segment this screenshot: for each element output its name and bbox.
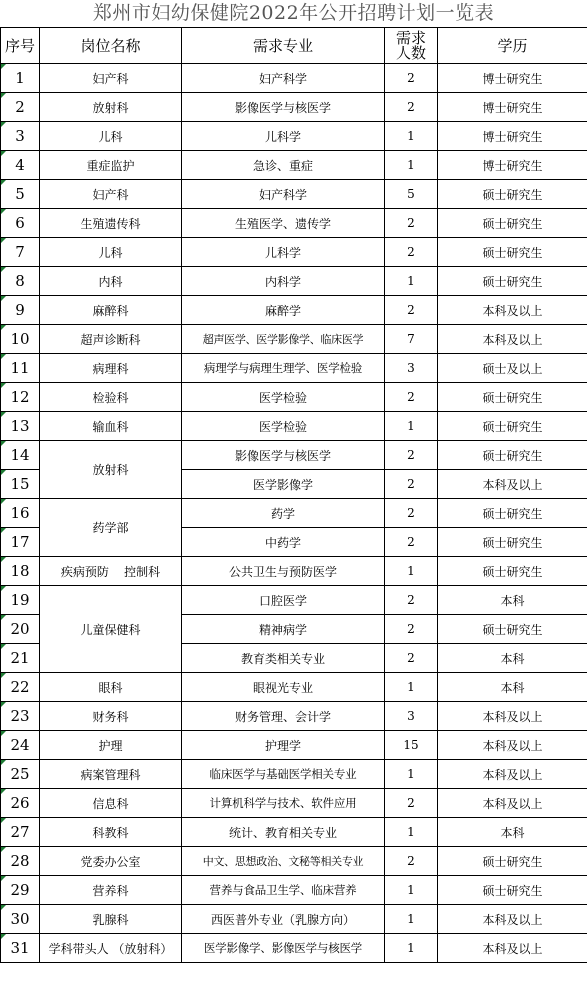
headcount: 1 [385, 760, 438, 789]
table-row [1, 267, 587, 296]
headcount: 2 [385, 847, 438, 876]
education: 硕士研究生 [438, 267, 587, 296]
required-major: 财务管理、会计学 [182, 702, 385, 731]
post-name: 乳腺科 [40, 905, 182, 934]
header-major: 需求专业 [182, 28, 385, 64]
education: 本科 [438, 673, 587, 702]
post-name: 放射科 [40, 93, 182, 122]
header-edu: 学历 [438, 28, 587, 64]
post-name: 药学部 [40, 499, 182, 557]
row-number: 26 [1, 789, 40, 818]
headcount: 2 [385, 586, 438, 615]
required-major: 麻醉学 [182, 296, 385, 325]
page-title: 郑州市妇幼保健院2022年公开招聘计划一览表 [92, 2, 495, 24]
education: 本科 [438, 644, 587, 673]
required-major: 病理学与病理生理学、医学检验 [182, 354, 385, 383]
row-number: 16 [1, 499, 40, 528]
education: 硕士及以上 [438, 354, 587, 383]
headcount: 1 [385, 905, 438, 934]
headcount: 2 [385, 789, 438, 818]
education: 本科及以上 [438, 470, 587, 499]
post-name: 重症监护 [40, 151, 182, 180]
education: 博士研究生 [438, 122, 587, 151]
row-number: 9 [1, 296, 40, 325]
post-name: 超声诊断科 [40, 325, 182, 354]
required-major: 超声医学、医学影像学、临床医学 [182, 325, 385, 354]
post-name: 妇产科 [40, 180, 182, 209]
table-row [1, 180, 587, 209]
row-number: 12 [1, 383, 40, 412]
row-number: 22 [1, 673, 40, 702]
row-number: 6 [1, 209, 40, 238]
table-row [1, 209, 587, 238]
row-number: 4 [1, 151, 40, 180]
education: 本科 [438, 586, 587, 615]
post-name: 生殖遗传科 [40, 209, 182, 238]
headcount: 2 [385, 64, 438, 93]
headcount: 1 [385, 412, 438, 441]
post-name: 营养科 [40, 876, 182, 905]
post-name: 内科 [40, 267, 182, 296]
required-major: 西医普外专业（乳腺方向） [182, 905, 385, 934]
row-number: 17 [1, 528, 40, 557]
education: 硕士研究生 [438, 557, 587, 586]
required-major: 影像医学与核医学 [182, 441, 385, 470]
row-number: 25 [1, 760, 40, 789]
row-number: 28 [1, 847, 40, 876]
table-row [1, 847, 587, 876]
post-name: 检验科 [40, 383, 182, 412]
education: 硕士研究生 [438, 383, 587, 412]
education: 硕士研究生 [438, 441, 587, 470]
required-major: 医学影像学 [182, 470, 385, 499]
table-row [1, 905, 587, 934]
table-row [1, 760, 587, 789]
required-major: 内科学 [182, 267, 385, 296]
headcount: 7 [385, 325, 438, 354]
table-row [1, 238, 587, 267]
post-name: 党委办公室 [40, 847, 182, 876]
headcount: 1 [385, 557, 438, 586]
post-name: 学科带头人 （放射科） [40, 934, 182, 963]
table-row [1, 673, 587, 702]
row-number: 1 [1, 64, 40, 93]
headcount: 2 [385, 383, 438, 412]
headcount: 2 [385, 441, 438, 470]
required-major: 中文、思想政治、文秘等相关专业 [182, 847, 385, 876]
row-number: 10 [1, 325, 40, 354]
education: 本科及以上 [438, 760, 587, 789]
headcount: 1 [385, 267, 438, 296]
table-row [1, 325, 587, 354]
required-major: 妇产科学 [182, 64, 385, 93]
required-major: 精神病学 [182, 615, 385, 644]
table-row [1, 354, 587, 383]
education: 硕士研究生 [438, 528, 587, 557]
table-row [1, 412, 587, 441]
post-name: 儿科 [40, 122, 182, 151]
education: 本科及以上 [438, 905, 587, 934]
header-post: 岗位名称 [40, 28, 182, 64]
table-header-row [1, 28, 587, 64]
headcount: 2 [385, 238, 438, 267]
row-number: 20 [1, 615, 40, 644]
table-row [1, 122, 587, 151]
headcount: 5 [385, 180, 438, 209]
post-name: 儿科 [40, 238, 182, 267]
post-name: 眼科 [40, 673, 182, 702]
row-number: 18 [1, 557, 40, 586]
required-major: 医学影像学、影像医学与核医学 [182, 934, 385, 963]
table-row [1, 93, 587, 122]
required-major: 临床医学与基础医学相关专业 [182, 760, 385, 789]
required-major: 口腔医学 [182, 586, 385, 615]
headcount: 2 [385, 93, 438, 122]
post-name: 科教科 [40, 818, 182, 847]
education: 本科 [438, 818, 587, 847]
education: 硕士研究生 [438, 238, 587, 267]
headcount: 3 [385, 702, 438, 731]
education: 本科及以上 [438, 702, 587, 731]
post-name: 财务科 [40, 702, 182, 731]
post-name: 病理科 [40, 354, 182, 383]
education: 硕士研究生 [438, 499, 587, 528]
education: 硕士研究生 [438, 209, 587, 238]
table-row [1, 818, 587, 847]
headcount: 2 [385, 296, 438, 325]
row-number: 21 [1, 644, 40, 673]
post-name: 妇产科 [40, 64, 182, 93]
table-row [1, 876, 587, 905]
header-count-line2: 人数 [395, 43, 426, 62]
required-major: 教育类相关专业 [182, 644, 385, 673]
required-major: 中药学 [182, 528, 385, 557]
required-major: 统计、教育相关专业 [182, 818, 385, 847]
required-major: 营养与食品卫生学、临床营养 [182, 876, 385, 905]
required-major: 公共卫生与预防医学 [182, 557, 385, 586]
required-major: 医学检验 [182, 383, 385, 412]
row-number: 13 [1, 412, 40, 441]
headcount: 1 [385, 876, 438, 905]
row-number: 31 [1, 934, 40, 963]
table-row [1, 64, 587, 93]
required-major: 急诊、重症 [182, 151, 385, 180]
header-count [385, 28, 438, 64]
row-number: 23 [1, 702, 40, 731]
headcount: 2 [385, 644, 438, 673]
required-major: 眼视光专业 [182, 673, 385, 702]
education: 博士研究生 [438, 151, 587, 180]
education: 硕士研究生 [438, 876, 587, 905]
headcount: 2 [385, 499, 438, 528]
table-row [1, 383, 587, 412]
header-no: 序号 [1, 28, 40, 64]
education: 硕士研究生 [438, 412, 587, 441]
education: 硕士研究生 [438, 180, 587, 209]
required-major: 儿科学 [182, 122, 385, 151]
row-number: 24 [1, 731, 40, 760]
table-row [1, 296, 587, 325]
row-number: 8 [1, 267, 40, 296]
headcount: 1 [385, 151, 438, 180]
headcount: 2 [385, 209, 438, 238]
row-number: 14 [1, 441, 40, 470]
row-number: 2 [1, 93, 40, 122]
post-name: 疾病预防 控制科 [40, 557, 182, 586]
table-row [1, 702, 587, 731]
post-name: 病案管理科 [40, 760, 182, 789]
headcount: 1 [385, 818, 438, 847]
row-number: 30 [1, 905, 40, 934]
required-major: 生殖医学、遗传学 [182, 209, 385, 238]
education: 本科及以上 [438, 296, 587, 325]
table-row [1, 499, 587, 528]
post-name: 信息科 [40, 789, 182, 818]
post-name: 放射科 [40, 441, 182, 499]
header-count-line1: 需求 [395, 28, 426, 47]
required-major: 儿科学 [182, 238, 385, 267]
headcount: 1 [385, 122, 438, 151]
required-major: 医学检验 [182, 412, 385, 441]
table-row [1, 557, 587, 586]
education: 硕士研究生 [438, 847, 587, 876]
education: 博士研究生 [438, 93, 587, 122]
row-number: 7 [1, 238, 40, 267]
table-row [1, 731, 587, 760]
table-row [1, 151, 587, 180]
table-row [1, 586, 587, 615]
recruitment-table [0, 27, 587, 963]
education: 博士研究生 [438, 64, 587, 93]
row-number: 5 [1, 180, 40, 209]
headcount: 2 [385, 470, 438, 499]
row-number: 19 [1, 586, 40, 615]
headcount: 15 [385, 731, 438, 760]
row-number: 15 [1, 470, 40, 499]
education: 本科及以上 [438, 789, 587, 818]
table-row [1, 441, 587, 470]
row-number: 11 [1, 354, 40, 383]
table-row [1, 934, 587, 963]
required-major: 计算机科学与技术、软件应用 [182, 789, 385, 818]
post-name: 护理 [40, 731, 182, 760]
post-name: 麻醉科 [40, 296, 182, 325]
headcount: 2 [385, 615, 438, 644]
education: 硕士研究生 [438, 615, 587, 644]
required-major: 护理学 [182, 731, 385, 760]
required-major: 影像医学与核医学 [182, 93, 385, 122]
post-name: 儿童保健科 [40, 586, 182, 673]
education: 本科及以上 [438, 731, 587, 760]
headcount: 2 [385, 528, 438, 557]
headcount: 1 [385, 934, 438, 963]
row-number: 3 [1, 122, 40, 151]
required-major: 药学 [182, 499, 385, 528]
required-major: 妇产科学 [182, 180, 385, 209]
post-name: 输血科 [40, 412, 182, 441]
education: 本科及以上 [438, 325, 587, 354]
headcount: 1 [385, 673, 438, 702]
table-row [1, 789, 587, 818]
row-number: 27 [1, 818, 40, 847]
row-number: 29 [1, 876, 40, 905]
headcount: 3 [385, 354, 438, 383]
education: 本科及以上 [438, 934, 587, 963]
